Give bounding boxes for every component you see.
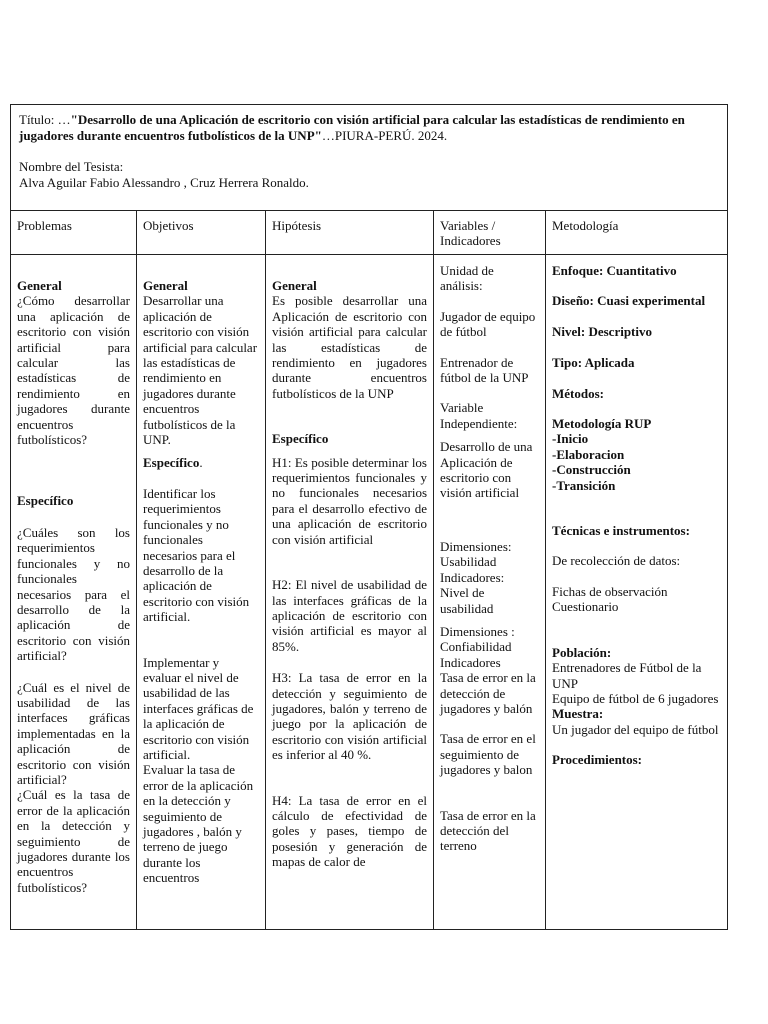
indicator-1-label: Indicadores: xyxy=(440,569,505,585)
population-1: Entrenadores de Fútbol de la UNP xyxy=(552,660,702,691)
column-objetivos xyxy=(137,211,266,929)
indicator-2c: Tasa de error en la detección del terreno xyxy=(440,807,536,854)
dimension-1: Dimensiones: Usabilidad xyxy=(440,538,512,570)
hypothesis-general: Es posible desarrollar una Aplicación de escritorio con visión artificial para calcular las estadísticas de rendimiento en jugadores durante encuentros futbolísticos de la UNP xyxy=(272,293,427,401)
column-header-objetivos: Objetivos xyxy=(137,211,265,255)
independent-variable-label: Variable Independiente: xyxy=(440,400,518,431)
unit-analysis-1: Jugador de equipo de fútbol xyxy=(440,308,536,340)
problem-specific-2: ¿Cuál es el nivel de usabilidad de las interfaces gráficas implementadas en la aplicación de escritorio con visión artificial? xyxy=(17,679,130,787)
unit-analysis-2: Entrenador de fútbol de la UNP xyxy=(440,354,529,386)
rup-construccion: -Construcción xyxy=(552,462,631,478)
column-problemas xyxy=(11,211,137,929)
problem-specific-3: ¿Cuál es la tasa de error de la aplicación en la detección y seguimiento de jugadores durante los encuentros futbolísticos? xyxy=(17,787,130,895)
independent-variable: Desarrollo de una Aplicación de escritorio con visión artificial xyxy=(440,439,533,501)
method-cuestionario: Cuestionario xyxy=(552,599,619,615)
problem-general: ¿Cómo desarrollar una aplicación de escritorio con visión artificial para calcular las estadísticas de rendimiento en jugadores durante encuentros futbolísticos? xyxy=(17,293,130,448)
method-nivel: Nivel: Descriptivo xyxy=(552,323,653,339)
hypothesis-general-label: General xyxy=(272,278,317,293)
objective-specific-heading: Específico. xyxy=(143,455,203,471)
method-fichas: Fichas de observación xyxy=(552,583,668,599)
problem-specific-1: ¿Cuáles son los requerimientos funcionales y no funcionales necesarios para el desarrollo de la aplicación de escritorio con visión artificial? xyxy=(17,524,130,664)
objective-general-label: General xyxy=(143,278,188,293)
method-diseno: Diseño: Cuasi experimental xyxy=(552,293,706,309)
column-header-problemas: Problemas xyxy=(11,211,136,255)
unit-analysis-label: Unidad de análisis: xyxy=(440,263,494,294)
method-procedimientos: Procedimientos: xyxy=(552,752,643,768)
objective-specific-1: Identificar los requerimientos funcionales y no funcionales necesarios para el desarrollo de la aplicación de escritorio con visión artificial. xyxy=(143,485,250,625)
population-2: Equipo de fútbol de 6 jugadores xyxy=(552,690,719,706)
sample-label: Muestra: xyxy=(552,706,604,722)
column-header-hipotesis: Hipótesis xyxy=(266,211,433,255)
method-recoleccion: De recolección de datos: xyxy=(552,553,681,569)
table-header xyxy=(11,105,727,211)
method-tipo: Tipo: Aplicada xyxy=(552,355,635,371)
method-metodos: Métodos: xyxy=(552,385,604,401)
hypothesis-h4: H4: La tasa de error en el cálculo de efectividad de goles y pases, tiempo de posesión y generación de mapas de calor de xyxy=(272,792,427,870)
rup-transicion: -Transición xyxy=(552,477,616,493)
column-variables xyxy=(434,211,546,929)
column-metodologia xyxy=(546,211,727,929)
rup-inicio: -Inicio xyxy=(552,431,589,447)
indicator-2b: Tasa de error en el seguimiento de jugadores y balon xyxy=(440,731,536,778)
column-header-metodologia: Metodología xyxy=(546,211,727,255)
indicator-1: Nivel de usabilidad xyxy=(440,585,494,616)
method-tecnicas: Técnicas e instrumentos: xyxy=(552,523,690,539)
rup-elaboracion: -Elaboracion xyxy=(552,446,625,462)
matrix-table xyxy=(10,104,728,930)
indicator-2-label: Indicadores xyxy=(440,654,501,670)
hypothesis-specific-label: Específico xyxy=(272,431,329,447)
problem-general-label: General xyxy=(17,278,62,293)
dimension-2: Dimensiones : Confiabilidad xyxy=(440,623,515,655)
method-rup: Metodología RUP xyxy=(552,416,652,432)
objective-specific-3: Evaluar la tasa de error de la aplicación en la detección y seguimiento de jugadores , balón y terreno de juego durante los encuentros xyxy=(143,762,254,886)
objective-specific-2: Implementar y evaluar el nivel de usabilidad de las interfaces gráficas de la aplicación de escritorio con visión artificial. xyxy=(143,654,254,762)
authors: Alva Aguilar Fabio Alessandro , Cruz Herrera Ronaldo. xyxy=(19,174,309,190)
column-header-variables: Variables / Indicadores xyxy=(434,211,545,255)
author-label: Nombre del Tesista: xyxy=(19,159,124,174)
hypothesis-h1: H1: Es posible determinar los requerimientos funcionales y no funcionales necesarios para el desarrollo efectivo de una aplicación de escritorio con visión artificial xyxy=(272,454,427,547)
problem-specific-label: Específico xyxy=(17,493,74,509)
sample: Un jugador del equipo de fútbol xyxy=(552,721,719,737)
indicator-2a: Tasa de error en la detección de jugadores y balón xyxy=(440,670,536,716)
objective-general: Desarrollar una aplicación de escritorio con visión artificial para calcular las estadísticas de rendimiento en jugadores durante encuentros futbolísticos de la UNP. xyxy=(143,293,258,448)
column-hipotesis xyxy=(266,211,434,929)
method-enfoque: Enfoque: Cuantitativo xyxy=(552,263,677,278)
thesis-title-quoted: "Desarrollo de una Aplicación de escritorio con visión artificial para calcular las estadísticas de rendimiento en jugadores durante encuentros futbolísticos de la UNP" xyxy=(19,112,685,143)
hypothesis-h3: H3: La tasa de error en la detección y seguimiento de jugadores, balón y terreno de juego por la aplicación de escritorio con visión artificial es inferior al 40 %. xyxy=(272,670,427,763)
hypothesis-h2: H2: El nivel de usabilidad de las interfaces gráficas de la aplicación de escritorio con visión artificial es mayor al 85%. xyxy=(272,577,427,654)
thesis-title: Título: …"Desarrollo de una Aplicación de escritorio con visión artificial para calcular las estadísticas de rendimiento en jugadores durante encuentros futbolísticos de la UNP"…PIURA-PERÚ. 2024. xyxy=(19,112,685,143)
population-label: Población: xyxy=(552,644,612,660)
